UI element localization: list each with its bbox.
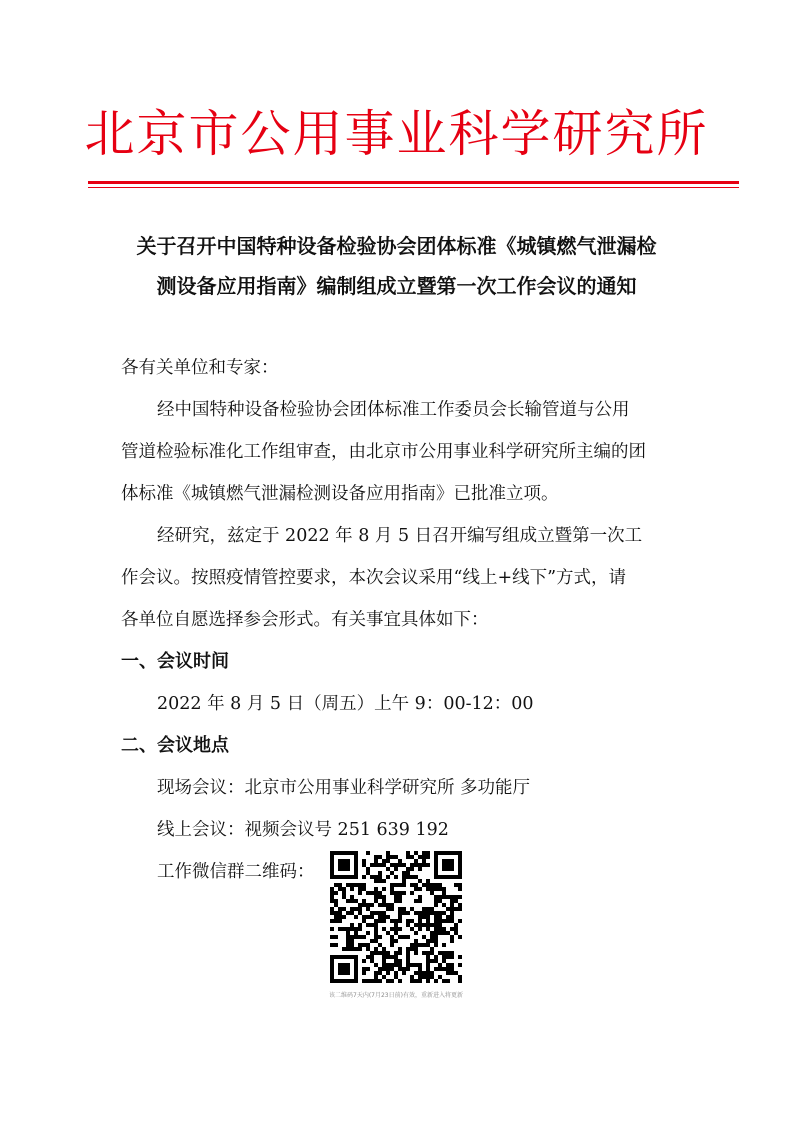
paragraph-1-line-2: 管道检验标准化工作组审查，由北京市公用事业科学研究所主编的团: [121, 442, 646, 462]
section-1-heading: 一、会议时间: [121, 651, 229, 672]
salutation: 各有关单位和专家：: [121, 358, 279, 378]
wechat-qr-code[interactable]: [329, 850, 463, 984]
section-2-heading: 二、会议地点: [121, 735, 229, 756]
paragraph-1-line-3: 体标准《城镇燃气泄漏检测设备应用指南》已批准立项。: [121, 484, 559, 504]
paragraph-2-line-3: 各单位自愿选择参会形式。有关事宜具体如下：: [121, 610, 489, 630]
paragraph-1-line-1: 经中国特种设备检验协会团体标准工作委员会长输管道与公用: [157, 400, 630, 420]
notice-title-line-1: 关于召开中国特种设备检验协会团体标准《城镇燃气泄漏检: [136, 234, 657, 258]
paragraph-2-line-1: 经研究，兹定于 2022 年 8 月 5 日召开编写组成立暨第一次工: [157, 526, 643, 546]
meeting-time: 2022 年 8 月 5 日（周五）上午 9：00-12：00: [157, 694, 534, 714]
notice-title: [110, 226, 683, 306]
wechat-qr-label: 工作微信群二维码：: [157, 862, 315, 882]
notice-title-line-2: 测设备应用指南》编制组成立暨第一次工作会议的通知: [156, 274, 637, 298]
paragraph-2-line-2: 作会议。按照疫情管控要求，本次会议采用“线上+线下”方式，请: [121, 568, 627, 588]
online-meeting: 线上会议：视频会议号 251 639 192: [157, 820, 449, 840]
onsite-meeting: 现场会议：北京市公用事业科学研究所 多功能厅: [157, 778, 531, 798]
letterhead-rule-thin: [88, 187, 739, 188]
qr-caption: 该二维码7天内(7月23日前)有效，重新进入将更新: [329, 992, 463, 999]
letterhead-title: 北京市公用事业科学研究所: [84, 105, 709, 163]
letterhead-rule-thick: [88, 181, 739, 184]
